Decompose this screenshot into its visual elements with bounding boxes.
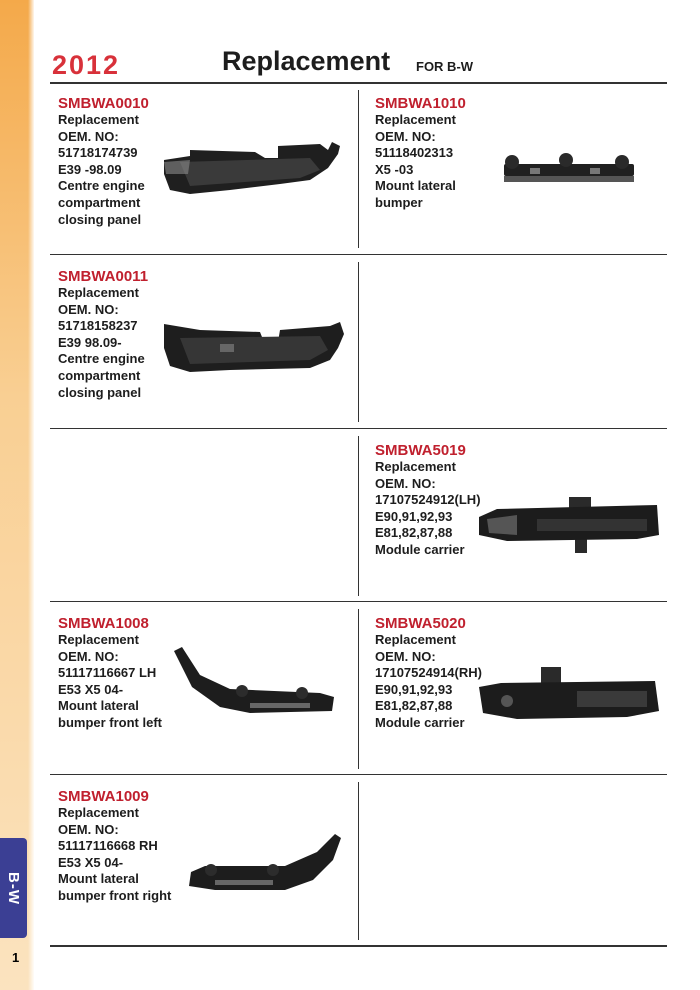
oem-label: OEM. NO: [58,821,119,837]
oem-label: OEM. NO: [58,648,119,664]
vehicle-fitment: E39 -98.09 [58,161,122,177]
vehicle-fitment: E81,82,87,88 [375,525,453,541]
brand-tab-label: B-W [5,871,22,905]
product-description: Centre engine [58,178,145,194]
product-card [58,615,162,732]
product-card [58,268,148,401]
oem-label: OEM. NO: [58,301,119,317]
row-divider [50,428,667,429]
product-type: Replacement [58,805,139,820]
vehicle-fitment: E90,91,92,93 [375,681,453,697]
product-code: SMBWA5020 [375,615,466,632]
oem-label: OEM. NO: [375,128,436,144]
column-divider [358,436,359,596]
product-code: SMBWA1010 [375,95,466,112]
product-description: compartment [58,194,141,210]
product-description: bumper [375,194,423,210]
module-carrier-image [477,665,662,725]
page-title: Replacement [222,46,391,76]
product-type: Replacement [375,112,456,127]
product-code: SMBWA1008 [58,615,149,632]
row-divider [50,774,667,775]
page-subtitle: FOR B-W [416,59,474,74]
column-divider [358,782,359,940]
oem-label: OEM. NO: [375,648,436,664]
product-description: compartment [58,367,141,383]
product-code: SMBWA0010 [58,95,149,112]
product-description: Centre engine [58,351,145,367]
header-divider [50,82,667,84]
product-code: SMBWA1009 [58,788,149,805]
vehicle-fitment: E53 X5 04- [58,854,124,870]
row-divider [50,601,667,602]
oem-label: OEM. NO: [58,128,119,144]
product-description: Module carrier [375,541,465,557]
column-divider [358,90,359,248]
brand-tab [0,838,27,938]
oem-number: 51118402313 [375,145,454,161]
oem-number: 51718158237 [58,318,138,334]
engine-panel-image [160,140,350,200]
column-divider [358,609,359,769]
product-type: Replacement [375,632,456,647]
column-divider [358,262,359,422]
product-card [58,788,171,905]
product-description: Mount lateral [375,178,456,194]
product-description: closing panel [58,384,142,400]
oem-label: OEM. NO: [375,475,436,491]
engine-panel-image [160,318,350,378]
bumper-bracket-left-image [170,645,340,720]
product-card [58,95,149,228]
vehicle-fitment: X5 -03 [375,161,414,177]
product-description: closing panel [58,211,142,227]
vehicle-fitment: E90,91,92,93 [375,508,453,524]
product-code: SMBWA5019 [375,442,466,459]
oem-number: 51117116667 LH [58,665,157,681]
product-card [375,442,481,559]
catalog-year: 2012 [52,50,121,80]
oem-number: 17107524912(LH) [375,492,481,508]
row-divider [50,254,667,255]
product-description: bumper front right [58,887,172,903]
product-description: bumper front left [58,714,162,730]
oem-number: 51117116668 RH [58,838,158,854]
vehicle-fitment: E39 98.09- [58,334,122,350]
footer-divider [50,945,667,947]
vehicle-fitment: E53 X5 04- [58,681,124,697]
oem-number: 17107524914(RH) [375,665,482,681]
product-type: Replacement [375,459,456,474]
product-type: Replacement [58,632,139,647]
product-type: Replacement [58,112,139,127]
product-description: Mount lateral [58,698,139,714]
page-number: 1 [12,950,20,965]
product-code: SMBWA0011 [58,268,149,285]
product-card [375,615,482,732]
product-description: Mount lateral [58,871,139,887]
module-carrier-image [477,495,662,555]
product-card [375,95,466,212]
vehicle-fitment: E81,82,87,88 [375,698,453,714]
bumper-mount-image [500,150,640,190]
bumper-bracket-right-image [185,830,345,900]
oem-number: 51718174739 [58,145,138,161]
product-description: Module carrier [375,714,465,730]
product-type: Replacement [58,285,139,300]
